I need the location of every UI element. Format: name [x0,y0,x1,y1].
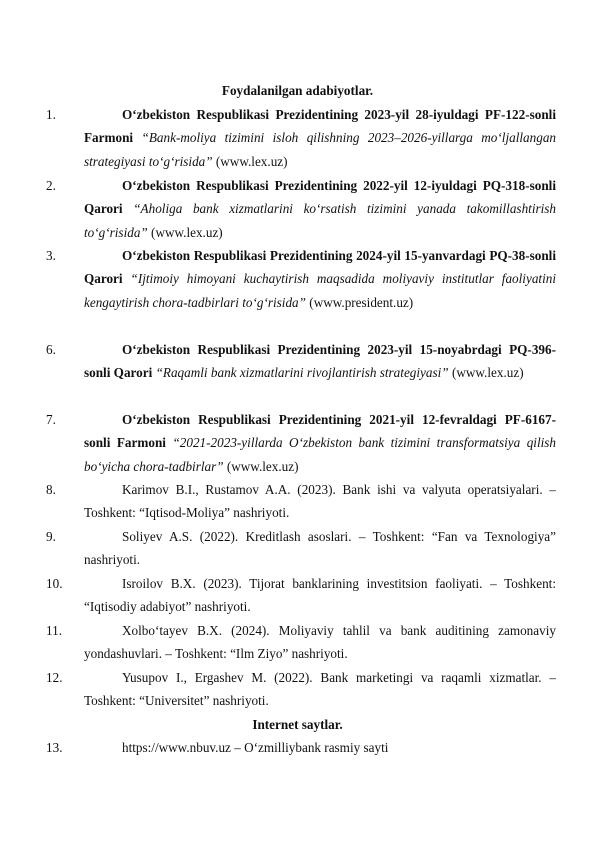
reference-text: Xolbo‘tayev B.X. (2024). Moliyaviy tahlil va bank auditining zamonaviy yondashuvlari. – Toshkent: “Ilm Ziyo” nashriyoti. [84,623,556,662]
reference-number: 11. [46,623,62,638]
reference-text: Yusupov I., Ergashev M. (2022). Bank marketingi va raqamli xizmatlar. – Toshkent: “Universitet” nashriyoti. [84,670,556,709]
reference-title: O‘zbekiston Respublikasi Prezidentining 2021-yil 12-fevraldagi PF-6167-sonli Farmoni [84,412,556,451]
reference-item [46,525,556,572]
reference-item [46,244,556,314]
reference-title: O‘zbekiston Respublikasi Prezidentining 2023-yil 28-iyuldagi PF-122-sonli Farmoni [84,107,556,146]
reference-text: Isroilov B.X. (2023). Tijorat banklarining investitsion faoliyati. – Toshkent: “Iqtisodiy adabiyot” nashriyoti. [84,576,556,615]
reference-number: 2. [46,178,56,193]
internet-item [46,736,556,759]
reference-item [46,619,556,666]
reference-text: Karimov B.I., Rustamov A.A. (2023). Bank ishi va valyuta operatsiyalari. – Toshkent: “Iqtisod-Moliya” nashriyoti. [84,482,556,521]
reference-source: (www.lex.uz) [151,224,223,240]
reference-item [46,478,556,525]
reference-subtitle: “Aholiga bank xizmatlarini ko‘rsatish tizimini yanada takomillashtirish to‘g‘risida” [84,201,557,240]
reference-item [46,338,556,385]
reference-text: Soliyev A.S. (2022). Kreditlash asoslari. – Toshkent: “Fan va Texnologiya” nashriyoti. [84,529,556,568]
reference-number: 7. [46,412,56,427]
reference-number: 8. [46,482,56,497]
reference-item [46,572,556,619]
reference-number: 12. [46,670,63,685]
reference-number: 1. [46,107,56,122]
reference-subtitle: “Raqamli bank xizmatlarini rivojlantirish strategiyasi” [155,365,449,381]
reference-number: 3. [46,248,56,263]
reference-subtitle: “Ijtimoiy himoyani kuchaytirish maqsadida moliyaviy institutlar faoliyatini kengaytirish chora-tadbirlari to‘g‘risida” [84,271,556,310]
reference-number: 9. [46,529,56,544]
reference-item [46,103,557,173]
reference-subtitle: “Bank-moliya tizimini isloh qilishning 2023–2026-yillarga mo‘ljallangan strategiyasi to‘g‘risida” [84,130,557,169]
reference-subtitle: “2021-2023-yillarda O‘zbekiston bank tizimini transformatsiya qilish bo‘yicha chora-tadbirlar” [84,435,557,474]
reference-item [46,666,556,713]
references-heading: Foydalanilgan adabiyotlar. [221,83,374,98]
reference-source: (www.lex.uz) [215,153,288,169]
reference-title: O‘zbekiston Respublikasi Prezidentining 2022-yil 12-iyuldagi PQ-318-sonli Qarori [84,178,556,217]
reference-number: 6. [46,342,56,357]
reference-item [46,174,557,244]
reference-number: 13. [46,740,63,755]
reference-item [46,408,557,478]
reference-title: O‘zbekiston Respublikasi Prezidentining 2023-yil 15-noyabrdagi PQ-396-sonli Qarori [84,342,556,381]
reference-source: (www.lex.uz) [226,458,299,474]
internet-heading: Internet saytlar. [252,717,343,732]
reference-source: (www.lex.uz) [451,365,524,381]
reference-source: (www.president.uz) [309,294,414,310]
reference-text: https://www.nbuv.uz – O‘zmilliybank rasmiy sayti [122,740,389,755]
reference-number: 10. [46,576,63,591]
reference-title: O‘zbekiston Respublikasi Prezidentining 2024-yil 15-yanvardagi PQ-38-sonli Qarori [84,248,556,287]
